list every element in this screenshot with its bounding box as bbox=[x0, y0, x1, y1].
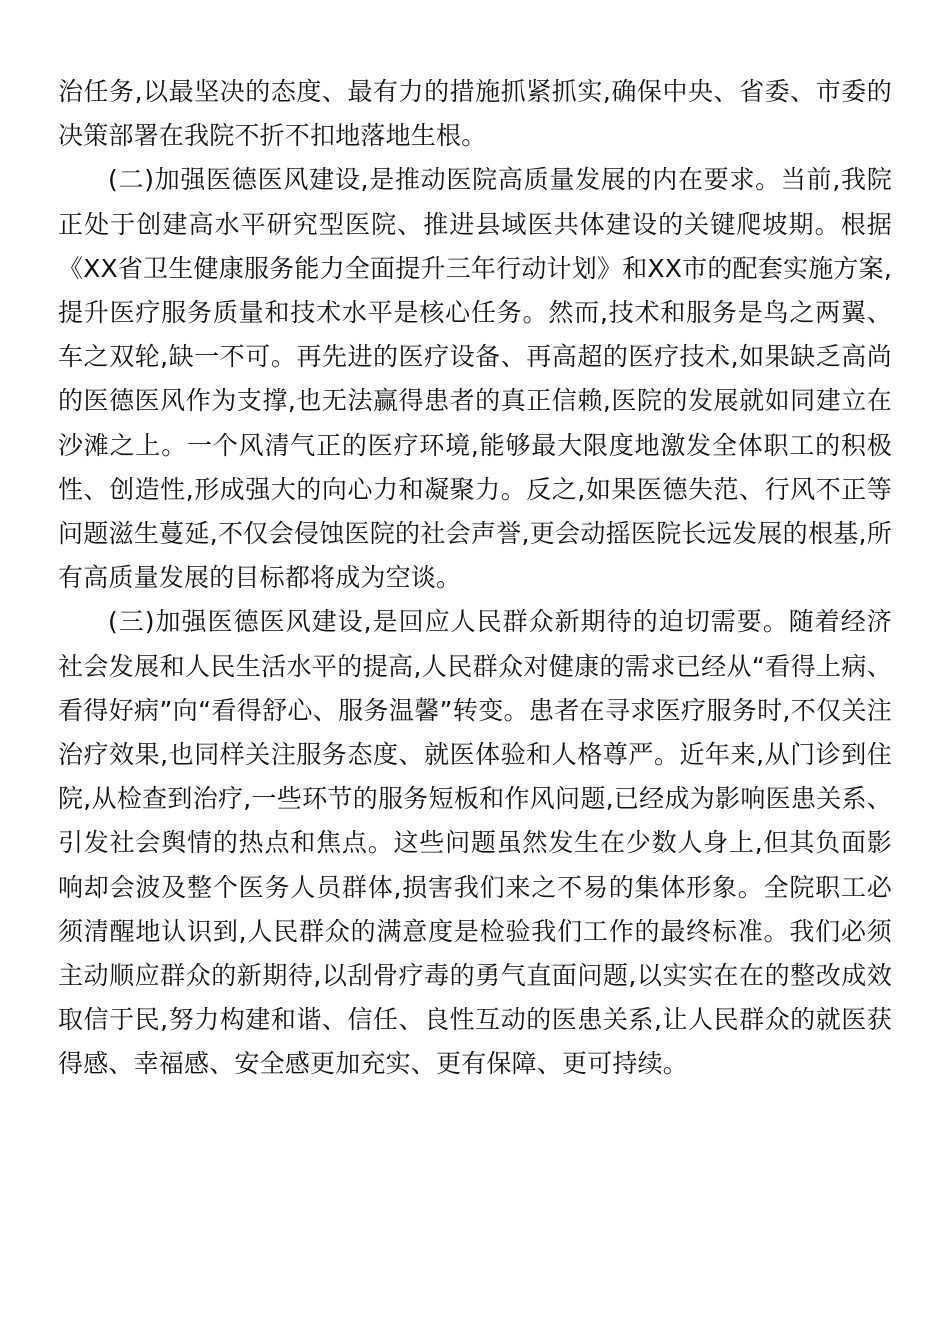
paragraph-section-three: (三)加强医德医风建设,是回应人民群众新期待的迫切需要。随着经济社会发展和人民生活水平的提高,人民群众对健康的需求已经从“看得上病、看得好病”向“看得舒心、服务温馨”转变。患者在寻求医疗服务时,不仅关注治疗效果,也同样关注服务态度、就医体验和人格尊严。近年来,从门诊到住院,从检查到治疗,一些环节的服务短板和作风问题,已经成为影响医患关系、引发社会舆情的热点和焦点。这些问题虽然发生在少数人身上,但其负面影响却会波及整个医务人员群体,损害我们来之不易的集体形象。全院职工必须清醒地认识到,人民群众的满意度是检验我们工作的最终标准。我们必须主动顺应群众的新期待,以刮骨疗毒的勇气直面问题,以实实在在的整改成效取信于民,努力构建和谐、信任、良性互动的医患关系,让人民群众的就医获得感、幸福感、安全感更加充实、更有保障、更可持续。 bbox=[58, 607, 892, 1079]
paragraph-section-two: (二)加强医德医风建设,是推动医院高质量发展的内在要求。当前,我院正处于创建高水平研究型医院、推进县域医共体建设的关键爬坡期。根据《XX省卫生健康服务能力全面提升三年行动计划》和XX市的配套实施方案,提升医疗服务质量和技术水平是核心任务。然而,技术和服务是鸟之两翼、车之双轮,缺一不可。再先进的医疗设备、再高超的医疗技术,如果缺乏高尚的医德医风作为支撑,也无法赢得患者的真正信赖,医院的发展就如同建立在沙滩之上。一个风清气正的医疗环境,能够最大限度地激发全体职工的积极性、创造性,形成强大的向心力和凝聚力。反之,如果医德失范、行风不正等问题滋生蔓延,不仅会侵蚀医院的社会声誉,更会动摇医院长远发展的根基,所有高质量发展的目标都将成为空谈。 bbox=[58, 165, 892, 593]
paragraph-continuation: 治任务,以最坚决的态度、最有力的措施抓紧抓实,确保中央、省委、市委的决策部署在我院不折不扣地落地生根。 bbox=[58, 77, 892, 151]
document-body bbox=[58, 70, 892, 1087]
